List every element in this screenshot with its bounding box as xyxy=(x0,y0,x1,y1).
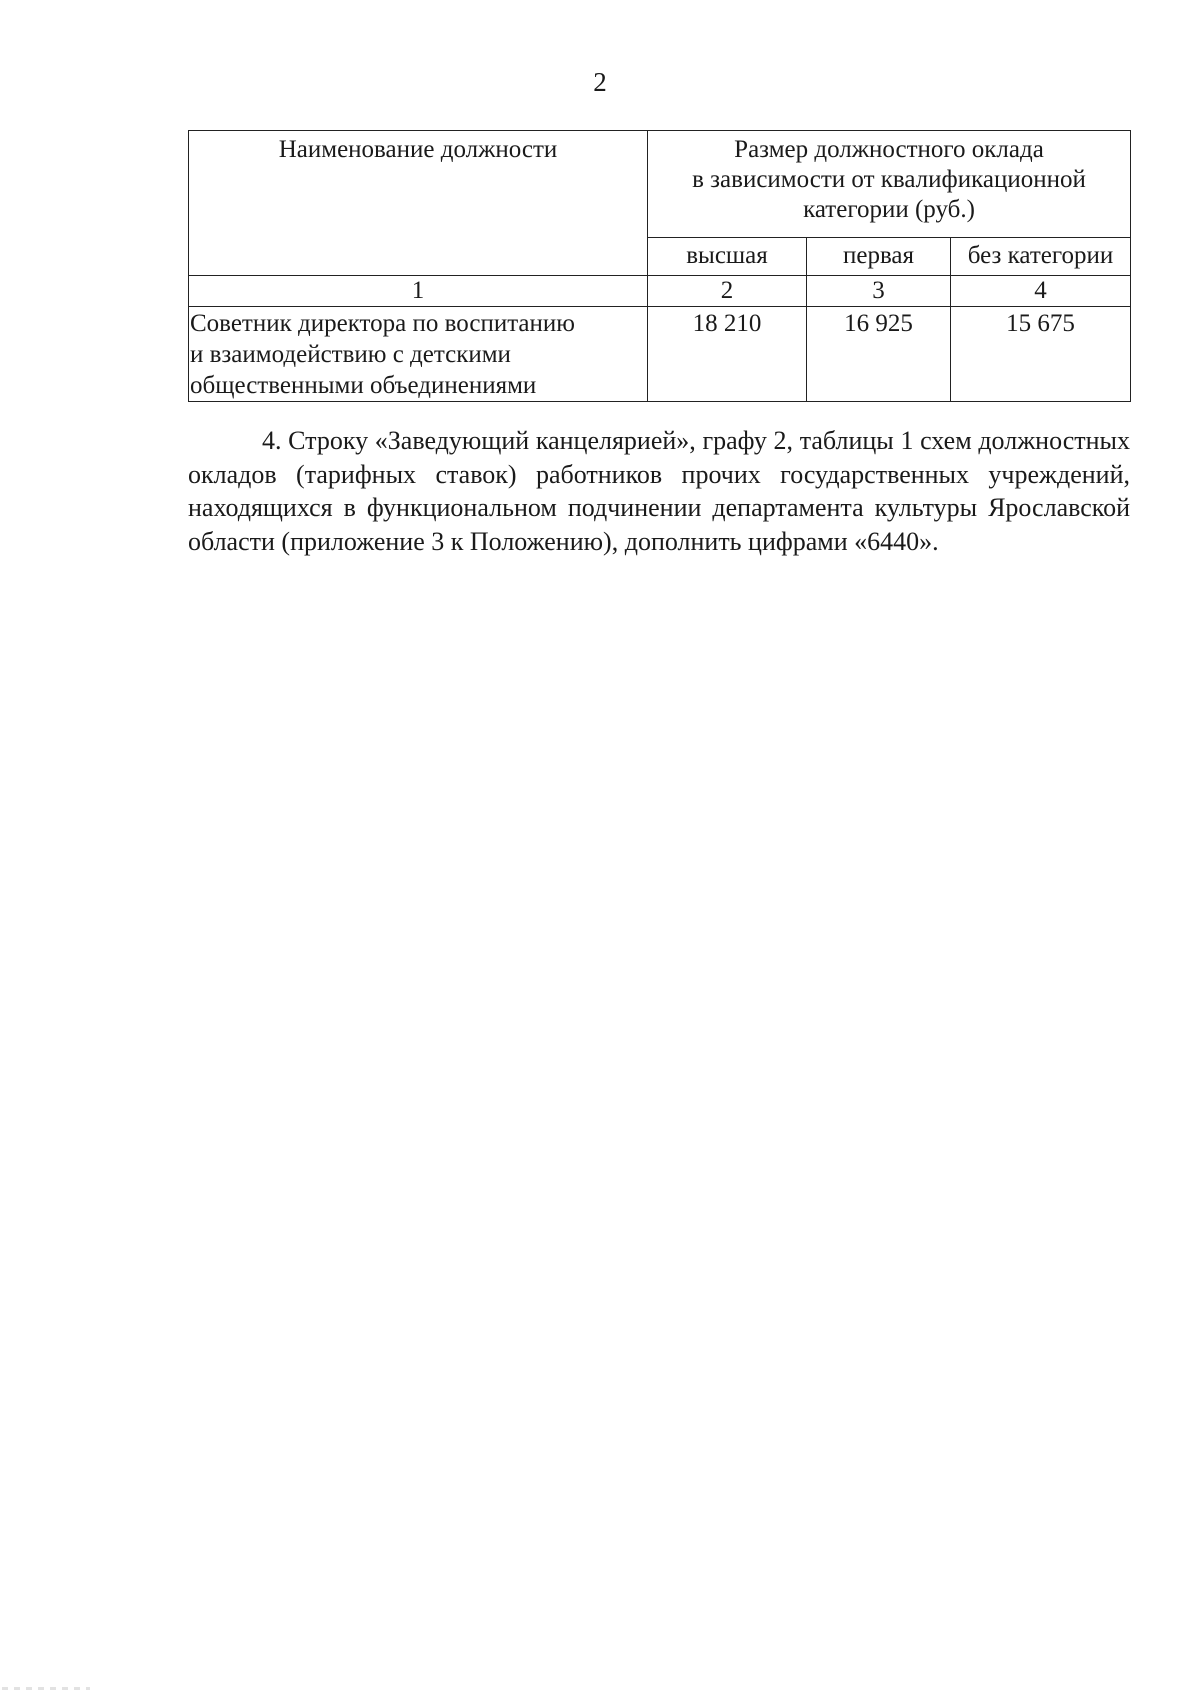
position-name-line: Советник директора по воспитанию xyxy=(190,310,575,337)
header-position-name: Наименование должности xyxy=(189,131,648,276)
header-salary-line: в зависимости от квалификационной xyxy=(692,166,1086,193)
header-salary-size xyxy=(648,131,1131,238)
subheader-first: первая xyxy=(807,237,951,275)
salary-first-cell: 16 925 xyxy=(807,307,951,402)
table-row xyxy=(189,307,1131,402)
salary-no-category-cell: 15 675 xyxy=(951,307,1131,402)
subheader-highest: высшая xyxy=(648,237,807,275)
position-name-line: и взаимодействию с детскими xyxy=(190,341,511,368)
table-column-number-row xyxy=(189,276,1131,307)
amendment-text: 4. Строку «Заведующий канцелярией», графу 2, таблицы 1 схем должностных окладов (тарифных ставок) работников прочих государственных учреждений, находящихся в функциональном подчинении департамента культуры Ярославской области (приложение 3 к Положению), дополнить цифрами «6440». xyxy=(188,426,1130,556)
salary-highest-cell: 18 210 xyxy=(648,307,807,402)
position-name-line: общественными объединениями xyxy=(190,372,537,399)
position-name-cell xyxy=(189,307,648,402)
header-salary-line: категории (руб.) xyxy=(803,196,975,223)
column-number: 1 xyxy=(189,276,648,307)
column-number: 2 xyxy=(648,276,807,307)
header-salary-line: Размер должностного оклада xyxy=(734,136,1044,163)
scan-artifact xyxy=(2,1687,90,1690)
table-header-row xyxy=(189,131,1131,238)
page-number: 2 xyxy=(593,67,607,97)
salary-table xyxy=(188,130,1131,402)
column-number: 4 xyxy=(951,276,1131,307)
subheader-no-category: без категории xyxy=(951,237,1131,275)
column-number: 3 xyxy=(807,276,951,307)
amendment-paragraph xyxy=(188,424,1130,558)
